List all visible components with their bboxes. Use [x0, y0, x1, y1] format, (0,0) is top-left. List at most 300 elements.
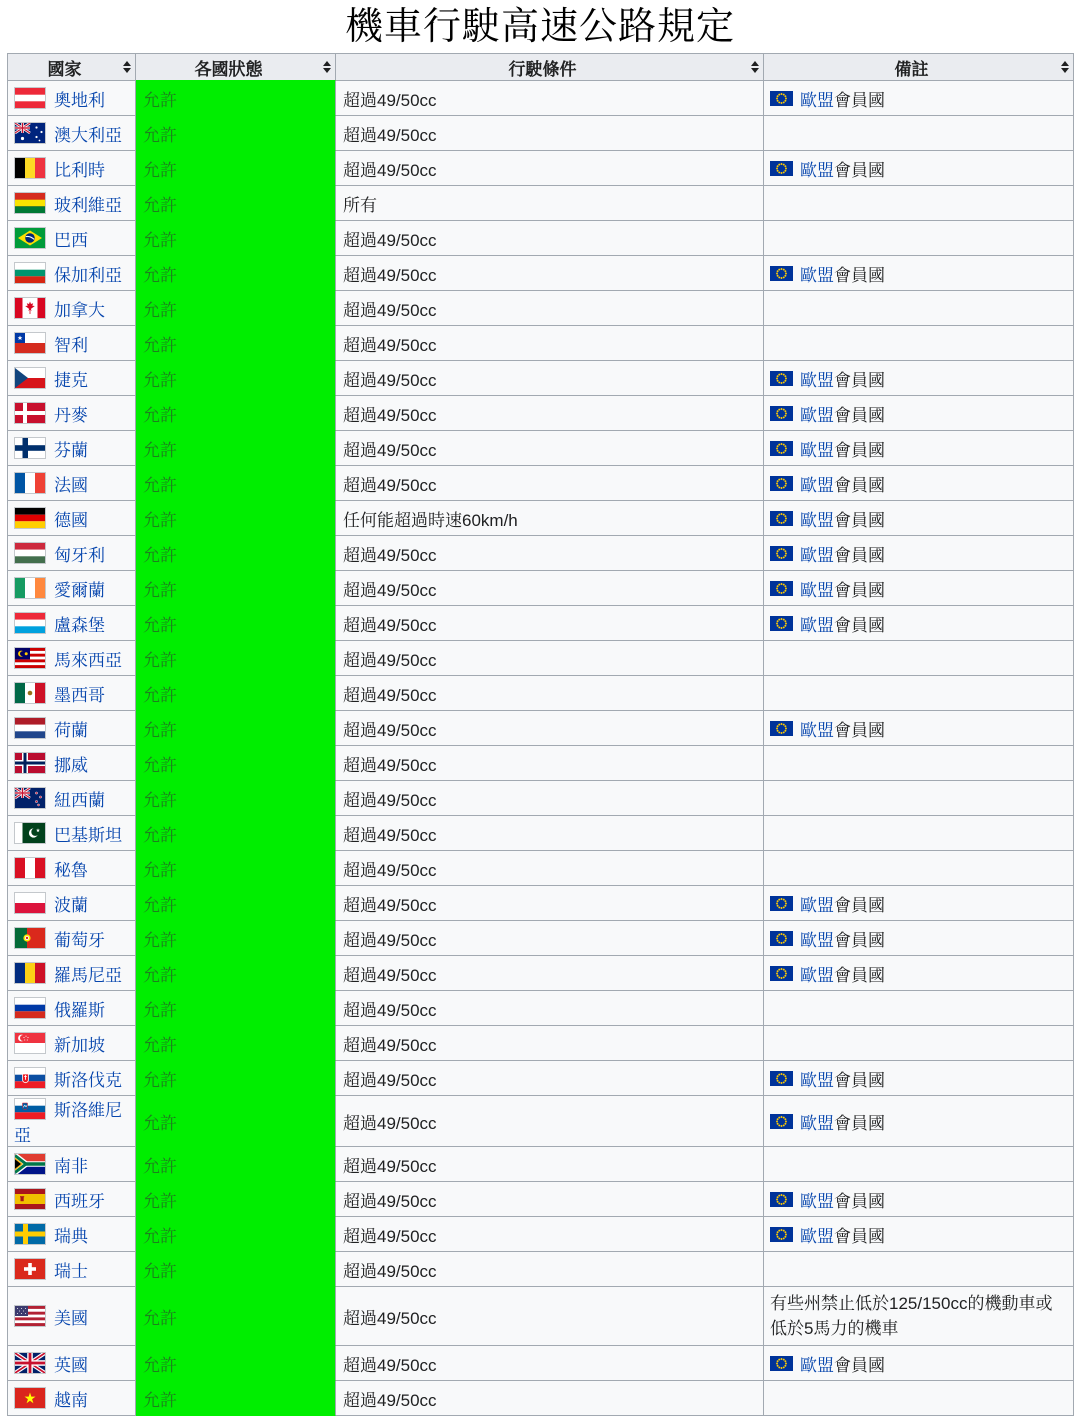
- eu-member-suffix: 會員國: [834, 265, 885, 285]
- eu-member-remark: [770, 86, 1067, 111]
- column-header-country-label: 國家: [47, 59, 82, 79]
- condition-cell: 超過49/50cc: [336, 1061, 764, 1096]
- country-cell: [8, 886, 136, 921]
- pakistan-flag-icon: [14, 822, 46, 844]
- austria-flag-icon: [14, 87, 46, 109]
- condition-cell: 超過49/50cc: [336, 431, 764, 466]
- remark-cell: [764, 151, 1074, 186]
- bulgaria-flag-icon: [14, 262, 46, 284]
- remark-cell: [764, 1061, 1074, 1096]
- eu-link[interactable]: 歐盟: [800, 965, 834, 985]
- table-row: [8, 921, 1074, 956]
- belgium-flag-icon: [14, 157, 46, 179]
- country-cell: [8, 1381, 136, 1416]
- column-header-country[interactable]: [8, 54, 136, 81]
- brazil-flag-icon: [14, 227, 46, 249]
- country-cell: [8, 1217, 136, 1252]
- remark-cell: [764, 711, 1074, 746]
- page-title: 機車行駛高速公路規定: [344, 6, 735, 48]
- eu-link[interactable]: 歐盟: [800, 895, 834, 915]
- condition-cell: 超過49/50cc: [336, 781, 764, 816]
- remark-cell: [764, 326, 1074, 361]
- sort-arrows-icon[interactable]: [1061, 61, 1069, 73]
- header-row: [8, 54, 1074, 81]
- eu-link[interactable]: 歐盟: [800, 580, 834, 600]
- table-row: [8, 116, 1074, 151]
- table-row: [8, 501, 1074, 536]
- eu-link[interactable]: 歐盟: [800, 475, 834, 495]
- table-row: [8, 886, 1074, 921]
- country-link[interactable]: 墨西哥: [54, 685, 105, 705]
- eu-link[interactable]: 歐盟: [800, 1355, 834, 1375]
- remark-cell: [764, 116, 1074, 151]
- eu-member-remark: [770, 926, 1067, 951]
- country-link[interactable]: 挪威: [54, 755, 88, 775]
- country-cell: [8, 1252, 136, 1287]
- vietnam-flag-icon: [14, 1387, 46, 1409]
- finland-flag-icon: [14, 437, 46, 459]
- remark-cell: [764, 851, 1074, 886]
- country-link[interactable]: 斯洛維尼亞: [14, 1101, 122, 1145]
- eu-member-remark: [770, 961, 1067, 986]
- condition-cell: 超過49/50cc: [336, 886, 764, 921]
- condition-cell: 超過49/50cc: [336, 536, 764, 571]
- remark-cell: [764, 781, 1074, 816]
- country-cell: [8, 116, 136, 151]
- malaysia-flag-icon: [14, 647, 46, 669]
- eu-member-suffix: 會員國: [834, 160, 885, 180]
- remark-cell: [764, 81, 1074, 116]
- country-cell: [8, 1026, 136, 1061]
- denmark-flag-icon: [14, 402, 46, 424]
- country-link[interactable]: 秘魯: [54, 860, 88, 880]
- eu-link[interactable]: 歐盟: [800, 1113, 834, 1133]
- country-cell: [8, 781, 136, 816]
- new-zealand-flag-icon: [14, 787, 46, 809]
- eu-member-suffix: 會員國: [834, 1226, 885, 1246]
- table-row: [8, 256, 1074, 291]
- condition-cell: 超過49/50cc: [336, 816, 764, 851]
- ireland-flag-icon: [14, 577, 46, 599]
- table-row: [8, 361, 1074, 396]
- remark-cell: [764, 1287, 1074, 1346]
- condition-cell: 超過49/50cc: [336, 116, 764, 151]
- table-row: [8, 1147, 1074, 1182]
- eu-link[interactable]: 歐盟: [800, 720, 834, 740]
- eu-link[interactable]: 歐盟: [800, 930, 834, 950]
- condition-cell: 超過49/50cc: [336, 361, 764, 396]
- condition-cell: 超過49/50cc: [336, 1252, 764, 1287]
- status-cell: 允許: [136, 851, 336, 886]
- slovenia-flag-icon: [14, 1098, 46, 1120]
- eu-member-suffix: 會員國: [834, 405, 885, 425]
- status-cell: 允許: [136, 711, 336, 746]
- country-cell: [8, 361, 136, 396]
- country-cell: [8, 256, 136, 291]
- eu-link[interactable]: 歐盟: [800, 265, 834, 285]
- country-link[interactable]: 巴西: [54, 230, 88, 250]
- eu-link[interactable]: 歐盟: [800, 615, 834, 635]
- eu-link[interactable]: 歐盟: [800, 370, 834, 390]
- country-link[interactable]: 瑞士: [54, 1261, 88, 1281]
- remark-cell: [764, 1252, 1074, 1287]
- sort-arrows-icon[interactable]: [123, 61, 131, 73]
- country-cell: [8, 676, 136, 711]
- remark-cell: [764, 1147, 1074, 1182]
- status-cell: 允許: [136, 781, 336, 816]
- remark-cell: [764, 291, 1074, 326]
- table-row: [8, 536, 1074, 571]
- condition-cell: 超過49/50cc: [336, 676, 764, 711]
- remark-cell: [764, 1217, 1074, 1252]
- eu-flag-icon: [770, 966, 793, 981]
- eu-link[interactable]: 歐盟: [800, 90, 834, 110]
- eu-member-suffix: 會員國: [834, 1355, 885, 1375]
- country-cell: [8, 466, 136, 501]
- country-cell: [8, 816, 136, 851]
- remark-cell: [764, 396, 1074, 431]
- table-row: [8, 466, 1074, 501]
- column-header-remark-label: 備註: [894, 59, 929, 79]
- remark-cell: [764, 1026, 1074, 1061]
- eu-member-remark: [770, 1109, 1067, 1134]
- status-cell: 允許: [136, 956, 336, 991]
- remark-cell: [764, 746, 1074, 781]
- table-row: [8, 1061, 1074, 1096]
- condition-cell: 超過49/50cc: [336, 326, 764, 361]
- remark-cell: [764, 676, 1074, 711]
- table-row: [8, 606, 1074, 641]
- status-cell: 允許: [136, 571, 336, 606]
- status-cell: 允許: [136, 291, 336, 326]
- country-cell: [8, 571, 136, 606]
- condition-cell: 超過49/50cc: [336, 991, 764, 1026]
- eu-member-remark: [770, 716, 1067, 741]
- eu-member-suffix: 會員國: [834, 475, 885, 495]
- condition-cell: 超過49/50cc: [336, 221, 764, 256]
- status-cell: 允許: [136, 1096, 336, 1147]
- country-cell: [8, 1061, 136, 1096]
- country-link[interactable]: 法國: [54, 475, 88, 495]
- table-row: [8, 1182, 1074, 1217]
- table-row: [8, 851, 1074, 886]
- country-cell: [8, 1147, 136, 1182]
- column-header-condition[interactable]: [336, 54, 764, 81]
- country-cell: [8, 326, 136, 361]
- status-cell: 允許: [136, 1381, 336, 1416]
- eu-link[interactable]: 歐盟: [800, 440, 834, 460]
- status-cell: 允許: [136, 396, 336, 431]
- status-cell: 允許: [136, 1061, 336, 1096]
- condition-cell: 超過49/50cc: [336, 1217, 764, 1252]
- country-link[interactable]: 瑞典: [54, 1226, 88, 1246]
- eu-link[interactable]: 歐盟: [800, 1070, 834, 1090]
- column-header-status[interactable]: [136, 54, 336, 81]
- eu-member-remark: [770, 541, 1067, 566]
- eu-flag-icon: [770, 896, 793, 911]
- condition-cell: 超過49/50cc: [336, 571, 764, 606]
- remark-cell: [764, 1182, 1074, 1217]
- table-row: [8, 1287, 1074, 1346]
- country-link[interactable]: 波蘭: [54, 895, 88, 915]
- status-cell: 允許: [136, 501, 336, 536]
- country-link[interactable]: 美國: [54, 1308, 88, 1328]
- country-link[interactable]: 馬來西亞: [54, 650, 122, 670]
- country-link[interactable]: 紐西蘭: [54, 790, 105, 810]
- country-link[interactable]: 斯洛伐克: [54, 1070, 122, 1090]
- remark-cell: [764, 571, 1074, 606]
- eu-member-suffix: 會員國: [834, 580, 885, 600]
- condition-cell: 超過49/50cc: [336, 921, 764, 956]
- country-cell: [8, 956, 136, 991]
- country-cell: [8, 711, 136, 746]
- table-row: [8, 186, 1074, 221]
- remark-cell: [764, 221, 1074, 256]
- eu-member-suffix: 會員國: [834, 895, 885, 915]
- eu-member-remark: [770, 471, 1067, 496]
- eu-link[interactable]: 歐盟: [800, 510, 834, 530]
- table-row: [8, 1346, 1074, 1381]
- portugal-flag-icon: [14, 927, 46, 949]
- remark-cell: [764, 816, 1074, 851]
- france-flag-icon: [14, 472, 46, 494]
- uk-flag-icon: [14, 1352, 46, 1374]
- eu-flag-icon: [770, 581, 793, 596]
- country-link[interactable]: 芬蘭: [54, 440, 88, 460]
- status-cell: 允許: [136, 361, 336, 396]
- country-cell: [8, 991, 136, 1026]
- status-cell: 允許: [136, 921, 336, 956]
- luxembourg-flag-icon: [14, 612, 46, 634]
- table-row: [8, 431, 1074, 466]
- eu-member-remark: [770, 436, 1067, 461]
- south-africa-flag-icon: [14, 1153, 46, 1175]
- condition-cell: 超過49/50cc: [336, 396, 764, 431]
- status-cell: 允許: [136, 536, 336, 571]
- eu-link[interactable]: 歐盟: [800, 1226, 834, 1246]
- table-row: [8, 1252, 1074, 1287]
- romania-flag-icon: [14, 962, 46, 984]
- usa-flag-icon: [14, 1305, 46, 1327]
- country-link[interactable]: 巴基斯坦: [54, 825, 122, 845]
- table-row: [8, 1381, 1074, 1416]
- sort-arrows-icon[interactable]: [751, 61, 759, 73]
- status-cell: 允許: [136, 1287, 336, 1346]
- condition-cell: 超過49/50cc: [336, 256, 764, 291]
- eu-flag-icon: [770, 1114, 793, 1129]
- eu-flag-icon: [770, 441, 793, 456]
- table-row: [8, 221, 1074, 256]
- eu-flag-icon: [770, 266, 793, 281]
- country-link[interactable]: 羅馬尼亞: [54, 965, 122, 985]
- condition-cell: 任何能超過時速60km/h: [336, 501, 764, 536]
- eu-flag-icon: [770, 511, 793, 526]
- country-link[interactable]: 西班牙: [54, 1191, 105, 1211]
- condition-cell: 超過49/50cc: [336, 711, 764, 746]
- remark-cell: [764, 431, 1074, 466]
- eu-member-suffix: 會員國: [834, 370, 885, 390]
- eu-link[interactable]: 歐盟: [800, 405, 834, 425]
- country-link[interactable]: 保加利亞: [54, 265, 122, 285]
- status-cell: 允許: [136, 1346, 336, 1381]
- country-cell: [8, 221, 136, 256]
- eu-flag-icon: [770, 1071, 793, 1086]
- country-cell: [8, 291, 136, 326]
- table-row: [8, 151, 1074, 186]
- column-header-remark[interactable]: [764, 54, 1074, 81]
- eu-flag-icon: [770, 161, 793, 176]
- eu-flag-icon: [770, 721, 793, 736]
- eu-flag-icon: [770, 371, 793, 386]
- condition-cell: 超過49/50cc: [336, 851, 764, 886]
- status-cell: 允許: [136, 1217, 336, 1252]
- table-row: [8, 991, 1074, 1026]
- eu-member-suffix: 會員國: [834, 1113, 885, 1133]
- country-cell: [8, 1182, 136, 1217]
- country-link[interactable]: 俄羅斯: [54, 1000, 105, 1020]
- czechia-flag-icon: [14, 367, 46, 389]
- eu-member-remark: [770, 261, 1067, 286]
- country-link[interactable]: 加拿大: [54, 300, 105, 320]
- table-row: [8, 1026, 1074, 1061]
- condition-cell: 超過49/50cc: [336, 606, 764, 641]
- country-link[interactable]: 荷蘭: [54, 720, 88, 740]
- country-cell: [8, 641, 136, 676]
- eu-flag-icon: [770, 931, 793, 946]
- eu-flag-icon: [770, 1227, 793, 1242]
- country-link[interactable]: 南非: [54, 1156, 88, 1176]
- table-row: [8, 781, 1074, 816]
- condition-cell: 超過49/50cc: [336, 1147, 764, 1182]
- eu-member-suffix: 會員國: [834, 440, 885, 460]
- country-link[interactable]: 盧森堡: [54, 615, 105, 635]
- remark-cell: [764, 921, 1074, 956]
- eu-member-remark: [770, 891, 1067, 916]
- eu-member-remark: [770, 401, 1067, 426]
- eu-member-remark: [770, 156, 1067, 181]
- status-cell: 允許: [136, 186, 336, 221]
- bolivia-flag-icon: [14, 192, 46, 214]
- remark-cell: [764, 886, 1074, 921]
- remark-cell: [764, 1381, 1074, 1416]
- country-cell: [8, 921, 136, 956]
- table-row: [8, 746, 1074, 781]
- remark-cell: [764, 641, 1074, 676]
- eu-member-suffix: 會員國: [834, 545, 885, 565]
- sort-arrows-icon[interactable]: [323, 61, 331, 73]
- country-link[interactable]: 丹麥: [54, 405, 88, 425]
- table-row: [8, 816, 1074, 851]
- table-row: [8, 396, 1074, 431]
- country-link[interactable]: 越南: [54, 1390, 88, 1410]
- australia-flag-icon: [14, 122, 46, 144]
- country-link[interactable]: 德國: [54, 510, 88, 530]
- eu-member-suffix: 會員國: [834, 510, 885, 530]
- status-cell: 允許: [136, 1147, 336, 1182]
- eu-member-remark: [770, 611, 1067, 636]
- table-row: [8, 641, 1074, 676]
- remark-cell: [764, 361, 1074, 396]
- condition-cell: 超過49/50cc: [336, 1026, 764, 1061]
- country-cell: [8, 396, 136, 431]
- condition-cell: 超過49/50cc: [336, 466, 764, 501]
- condition-cell: 超過49/50cc: [336, 151, 764, 186]
- singapore-flag-icon: [14, 1032, 46, 1054]
- status-cell: 允許: [136, 746, 336, 781]
- country-link[interactable]: 匈牙利: [54, 545, 105, 565]
- country-link[interactable]: 奧地利: [54, 90, 105, 110]
- country-cell: [8, 81, 136, 116]
- eu-flag-icon: [770, 476, 793, 491]
- table-row: [8, 711, 1074, 746]
- status-cell: 允許: [136, 606, 336, 641]
- eu-member-suffix: 會員國: [834, 615, 885, 635]
- country-link[interactable]: 智利: [54, 335, 88, 355]
- eu-member-suffix: 會員國: [834, 930, 885, 950]
- chile-flag-icon: [14, 332, 46, 354]
- column-header-status-label: 各國狀態: [194, 59, 263, 79]
- remark-cell: [764, 466, 1074, 501]
- eu-flag-icon: [770, 1356, 793, 1371]
- status-cell: 允許: [136, 116, 336, 151]
- table-row: [8, 571, 1074, 606]
- canada-flag-icon: [14, 297, 46, 319]
- country-link[interactable]: 玻利維亞: [54, 195, 122, 215]
- country-link[interactable]: 比利時: [54, 160, 105, 180]
- country-link[interactable]: 澳大利亞: [54, 125, 122, 145]
- country-cell: [8, 851, 136, 886]
- table-row: [8, 1217, 1074, 1252]
- eu-link[interactable]: 歐盟: [800, 1191, 834, 1211]
- country-link[interactable]: 葡萄牙: [54, 930, 105, 950]
- eu-flag-icon: [770, 1192, 793, 1207]
- country-link[interactable]: 捷克: [54, 370, 88, 390]
- eu-member-suffix: 會員國: [834, 90, 885, 110]
- eu-member-remark: [770, 1066, 1067, 1091]
- eu-flag-icon: [770, 406, 793, 421]
- eu-member-remark: [770, 506, 1067, 531]
- table-row: [8, 326, 1074, 361]
- eu-link[interactable]: 歐盟: [800, 545, 834, 565]
- country-link[interactable]: 新加坡: [54, 1035, 105, 1055]
- remark-cell: [764, 1346, 1074, 1381]
- eu-member-remark: [770, 366, 1067, 391]
- eu-member-suffix: 會員國: [834, 1191, 885, 1211]
- eu-member-remark: [770, 1222, 1067, 1247]
- spain-flag-icon: [14, 1188, 46, 1210]
- status-cell: 允許: [136, 221, 336, 256]
- remark-cell: [764, 991, 1074, 1026]
- status-cell: 允許: [136, 991, 336, 1026]
- eu-member-suffix: 會員國: [834, 965, 885, 985]
- eu-link[interactable]: 歐盟: [800, 160, 834, 180]
- remark-cell: [764, 606, 1074, 641]
- country-link[interactable]: 愛爾蘭: [54, 580, 105, 600]
- country-link[interactable]: 英國: [54, 1355, 88, 1375]
- condition-cell: 超過49/50cc: [336, 1096, 764, 1147]
- slovakia-flag-icon: [14, 1067, 46, 1089]
- status-cell: 允許: [136, 1252, 336, 1287]
- status-cell: 允許: [136, 1026, 336, 1061]
- eu-member-remark: [770, 1351, 1067, 1376]
- status-cell: 允許: [136, 466, 336, 501]
- country-cell: [8, 186, 136, 221]
- country-cell: [8, 1287, 136, 1346]
- status-cell: 允許: [136, 676, 336, 711]
- country-cell: [8, 1096, 136, 1147]
- status-cell: 允許: [136, 81, 336, 116]
- sweden-flag-icon: [14, 1223, 46, 1245]
